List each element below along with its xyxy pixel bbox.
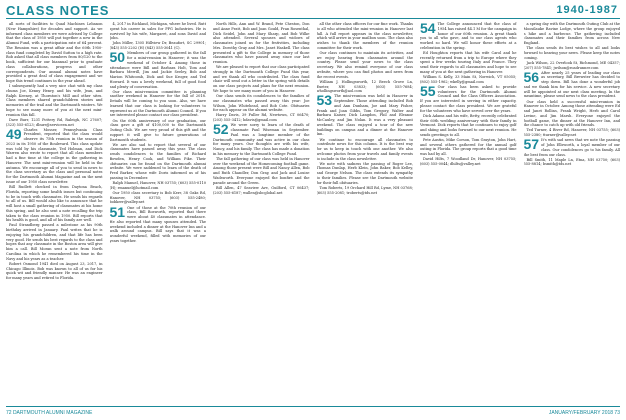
paragraph-text: David Hilts, 7 Woodland Dr, Hanover, NH 03755; (603) 555-0044; dhilts@valley.net <box>420 157 517 167</box>
class-note-paragraph <box>213 113 310 123</box>
paragraph-text: Our class sends its condolences to the families of our classmates who passed away this year: Joe Wilson, John Whitehead, and Bob Cote. Obituaries for each appear on the alumni website. <box>213 94 310 113</box>
class-note-paragraph <box>317 162 414 186</box>
text-column <box>213 22 310 406</box>
class-note-paragraph <box>524 22 621 46</box>
class-note-paragraph <box>213 123 310 156</box>
footer-right: JANUARY/FEBRUARY 2018 73 <box>548 410 620 416</box>
text-column <box>110 22 207 406</box>
paragraph-text: I subsequently had a very nice chat with my class chums Joe, Kenny Henry, and his wife, Jean, and Ralph Keeney, at Thornton's Mill and other sites. Class members shared grandchildren stories and memories of the trail and the Dartmouth winters. We hope to see many more of you at the next mini-reunion this fall. <box>6 84 103 117</box>
class-note-paragraph <box>110 191 207 205</box>
class-note-paragraph <box>213 157 310 186</box>
class-note-paragraph <box>317 80 414 94</box>
footer-left: 72 DARTMOUTH ALUMNI MAGAZINE <box>6 410 93 416</box>
paragraph-text: Dave Burr, 1231 Pottery Rd, Raleigh, NC 27607; (323) 555-6123; dburr@serviceen.net <box>6 117 103 127</box>
paragraph-text: Members of our group gathered in the fall for a mini-reunion in Hanover; it was the weekend of October 4. Among those in attendance were Bill and Barbara Holt, Tom and Barbara Merrill, Jim and Jackie Seeley, Bob and Marion Whitcomb, Dick and Sue Kroger, and Ted Howard. It was a lovely weekend, full of good food and plenty of conversation. <box>109 51 206 89</box>
paragraph-text: On the 60th anniversary of our graduation, our class gave a gift of $100,000 to the Dartmouth Outing Club. We are very proud of this gift and the support it will give to future generations of Dartmouth students. <box>109 118 206 142</box>
paragraph-text: Pete Austin, Mike Corson, Tom Grayton, John Hart, and several others gathered for the annual golf outing in Florida. The group reports that a good time was had by all. <box>420 137 517 157</box>
class-note-paragraph <box>6 125 103 185</box>
paragraph-text: all sorts of facilities to Quad Machines Lebanon (New Hampshire) for decades and support. As we informed class members we were advised by College that the class of 1950 will put together a new in the Alumni Fund, with a participation rate of 64 percent. The Reunion was a great affair and the 60th 1950-class fund completed by David Sutton to a high rate. Bob asked that all class members from 80/120 to the book, sufficient for our biannual prior to graduate class collaborations, progress and other correspondents. Our annual alumni notes have provided a great deal of class engagement and we hope this trend continues in the year ahead. <box>6 22 103 83</box>
class-note-paragraph <box>110 22 207 41</box>
paragraph-text: Paul Strandberg passed a milestone as his 90th birthday arrived in January. Paul writes that he is enjoying his grandchildren, and that life has been very good. He sends his best regards to the class and hopes that any classmate in the Boston area will give him a call. Bill Moran sent a note from North Carolina in which he remembered his time in the Navy and his years as a teacher. <box>6 223 103 261</box>
class-year-number: 56 <box>523 68 540 85</box>
class-note-paragraph <box>110 51 207 89</box>
paragraph-text: It's with sad news that we note the passing of John Ellsworth, a loyal member of our class. Our condolences go to his family. All the best from our class. <box>523 138 620 157</box>
class-year-number: 52 <box>213 121 229 138</box>
paragraph-text: Jack Wilson, 22 Overlook St, Richmond, ME 04357; (207) 555-7841; jwilson@roadrunner.com <box>523 60 620 70</box>
paragraph-text: Our class held a successful mini-reunion in Hanover in October. Among those attending were Ed and Janet Rollins, Frank Wright, Herb and Carol Levine, and Jim Marsh. Everyone enjoyed the football game, the dinner at the Hanover Inn, and the chance to catch up with old friends. <box>523 99 620 128</box>
page-header <box>0 0 626 20</box>
class-note-paragraph <box>523 68 621 100</box>
paragraph-text: Ed Houghton reports that his wife Carol and he recently returned from a trip to Europe where they spent a few weeks touring Italy and France. They send their regards to all classmates and hope to see many of you at the next gathering in Hanover. <box>420 50 517 74</box>
header-rule <box>6 18 620 19</box>
footer-rule <box>6 406 620 407</box>
paragraph-text: We note with sadness the passing of Roger Lee, Thomas Dunlap, Herb Klein, John Baker, Bob Kelley, and George Nelson. The class extends its sympathy to their families. Please see the Dartmouth website for their full obituaries. <box>316 161 413 185</box>
year-range: 1940-1987 <box>556 4 618 16</box>
class-note-paragraph <box>109 203 207 244</box>
class-note-paragraph <box>317 186 414 196</box>
paragraph-text: Bill Allen, 47 Seaview Ave, Guilford, CT 06437; (203) 555-6187; wallen@sbcglobal.net <box>213 185 310 195</box>
paragraph-text: 4, 2017 in Richland, Michigan, where he lived. Rutt spent his career in sales for PPG Industries. He is survived by his wife, Margaret, and sons David and John. <box>109 22 206 41</box>
class-year-number: 57 <box>523 136 540 153</box>
paragraph-text: After nearly 25 years of leading our class as secretary, Bill Brewster has decided to step down. Bill has done a wonderful job and we thank him for his service. A new secretary will be appointed at our next class meeting. In the meantime, please send news to the class president. <box>523 70 620 99</box>
class-year-number: 53 <box>316 92 333 109</box>
paragraph-text: We continue to encourage all classmates to contribute news for this column. It is the best way for us to keep in touch with one another. We also welcome photos from your travels and family events to include in the class newsletter. <box>316 137 413 161</box>
class-note-paragraph <box>524 46 621 60</box>
text-column <box>317 22 414 406</box>
class-year-number: 49 <box>6 125 22 142</box>
class-note-paragraph <box>110 41 207 51</box>
class-note-paragraph <box>213 22 310 65</box>
class-note-paragraph <box>420 22 517 51</box>
paragraph-text: The fall gathering of our class was held in Hanover over the weekend of the Homecoming football game. Among those present were Bill and Nancy Allen, Bob and Ruth Chandler, Don Gray, and Jack and Louise Wadsworth. Everyone enjoyed the bonfire and the parade around the Green. <box>213 156 310 185</box>
paragraph-text: We are pleased to report that our class participated strongly in the Dartmouth College Fund this year, and we thank all who contributed. The class fund chair will send out a letter in the spring with details on our class projects and plans for the next reunion. We hope to see many more of you in Hanover. <box>213 65 310 93</box>
paragraph-text: Tom Roberts, 19 Orchard Hill Rd, Lyme, NH 03768; (603) 555-2081; troberts@tds.net <box>316 185 413 195</box>
class-note-paragraph <box>524 138 621 157</box>
paragraph-text: Our class has been asked to provide volunteers for the Dartmouth Alumni Council and the Class Officers Association. If you are interested in serving in either capacity, please contact the class president. We are grateful for the volunteers who have served over the years. <box>420 84 517 113</box>
class-note-paragraph <box>524 128 621 138</box>
paragraph-text: a spring day with the Dartmouth Outing Club at the Moosilauke Ravine Lodge, where the group enjoyed a hike and a barbecue. The gathering included classmates and their families from across New England. <box>523 22 620 45</box>
class-note-paragraph <box>420 75 517 85</box>
section-title: CLASS NOTES <box>6 3 110 18</box>
class-year-number: 54 <box>420 22 436 36</box>
paragraph-text: Harry Davis, 39 Fuller Rd, Newtown, CT 06470; (203) 555-3412; hdavis@gmail.com <box>213 113 310 123</box>
paragraph-text: William S. Kelly, 33 Main St, Norwich, VT 05055; (802) 555-1962; wkelly@gmail.com <box>420 75 517 84</box>
class-note-paragraph <box>420 114 517 138</box>
class-note-paragraph <box>6 84 103 117</box>
class-note-paragraph <box>317 94 414 137</box>
paragraph-text: The class sends its best wishes to all and looks forward to hearing your news. Please keep the notes coming. <box>523 46 620 60</box>
paragraph-text: William J. Hollingsworth, 12 Beech Grove Ln, Exeter, NH 03833; (603) 555-7684; whollingsworth@aol.com <box>316 79 413 94</box>
class-note-paragraph <box>317 138 414 162</box>
class-note-paragraph <box>6 223 103 261</box>
paragraph-text: Our 1950 class secretary is Bob Kerr, 38 Oaks Rd, Hanover, NH 03755; (603) 555-2480; bobkerr@valley.net <box>109 190 206 205</box>
paragraph-text: Bill Smith, 11 Maple Ln, Etna, NH 03750; (603) 555-8814; bsmith@tds.net <box>523 157 620 167</box>
class-note-paragraph <box>524 61 621 71</box>
paragraph-text: We are also sad to report that several of our classmates have passed away this year. The class sends condolences to the families of Richard Bowden, Henry Cook, and William Pike. Their obituaries can be found on the Dartmouth alumni website. We were saddened to learn of the death of Fred Barker, whose wife Doris informed us of his passing in December. <box>109 142 206 180</box>
page-footer <box>6 406 620 418</box>
paragraph-text: One of those at the 70th reunion of our class, Bill Bosworth, reported that there were about 40 classmates in attendance. He also reported that many spouses attended. The weekend included a dinner at the Hanover Inn and a walk around campus. Bill says that it was a wonderful weekend, filled with memories of our years together. <box>109 205 206 243</box>
class-note-paragraph <box>6 262 103 281</box>
paragraph-text: The College announced that the class of 1954 has raised $4.1 M for the campaign in honor of our 60th reunion. A great thank you to all who gave, and to our class agents who worked so hard. We will honor these efforts at a celebration in the spring. <box>420 22 517 50</box>
class-note-paragraph <box>420 82 517 114</box>
class-note-paragraph <box>110 143 207 181</box>
paragraph-text: Charles Mosser, Pennsylvania Class President, reported that the class would observe its 75th reunion in the season of 2023 in its 1950 of the Boulevard. This class update was told by his classmate, Ted Holman, and Dick Warren also wrote to report that all class members had a fine time at the college in the gathering in Hanover. The next mini-reunion will be held in the autumn. We encourage all of you to send in news to the class secretary as the class and personal notes for the Dartmouth Alumni Magazine and on the next issue of our 1950 class newsletter. <box>6 127 103 184</box>
class-note-paragraph <box>213 186 310 196</box>
class-note-paragraph <box>420 157 517 167</box>
text-column <box>420 22 517 406</box>
class-note-paragraph <box>110 90 207 119</box>
class-note-paragraph <box>524 100 621 129</box>
class-note-paragraph <box>524 158 621 168</box>
text-column <box>6 22 103 406</box>
class-note-paragraph <box>420 138 517 157</box>
paragraph-text: The mini-reunion was held in Hanover in September. Those attending included Bob and Ann Dunham, Joe and Mary Fisher, Frank and Joan Gibbs, Tom Gregory, Walter and Barbara Kaiser, Dick Langdon, Phil and Eleanor McCauley, and Jim Nolan. It was a very pleasant weekend. The class enjoyed a tour of the new buildings on campus and a dinner at the Hanover Inn. <box>316 94 413 137</box>
paragraph-text: Ralph Manuel, Hanover, NH 03755; (603) 555-0110 (H); rmanuel@hotmail.com <box>109 181 206 190</box>
class-note-paragraph <box>213 94 310 113</box>
class-note-paragraph <box>110 181 207 191</box>
paragraph-text: Robert Osmond 1941 died on August 23, 2017, in Chicago Illinois. Bob was known to all of us for his quick wit and friendly manner. He was an engineer for many years and retired to Florida. <box>6 261 103 281</box>
class-note-paragraph <box>6 185 103 223</box>
paragraph-text: all the other class officers for our fine work. Thanks to all who attended the mini-reunion in Hanover last fall. A full report appears in the class newsletter, which will arrive in your mailbox soon. The class also wishes to thank the members of the reunion committee for their work. <box>316 22 413 50</box>
class-year-number: 51 <box>109 203 126 220</box>
class-note-paragraph <box>6 22 103 84</box>
paragraph-text: Our class mini-reunion committee is planning another weekend in Hanover for the fall of 2018. Details will be coming to you soon. Also, we have learned that our class is looking for volunteers to represent us at the Dartmouth Alumni Council. If you are interested please contact our class president. <box>109 89 206 118</box>
paragraph-text: We were sorry to learn of the death of classmate Paul Wiseman in September. Paul was a longtime member of the Dartmouth community and was active in our class for many years. Our thoughts are with his wife, Nancy, and his family. The class has made a donation in his memory to the Dartmouth College Fund. <box>213 123 310 156</box>
paragraph-text: John Miller, 1305 Hillview Dr, Beaufort, SC 29901; (843) 555-2202 (H) (843) 555-3041 (C). <box>109 41 206 51</box>
paragraph-text: Dick Adams and his wife, Betty, recently celebrated their 60th wedding anniversary with their family in Vermont. Dick reports that he continues to enjoy golf and skiing and looks forward to our next reunion. He sends greetings to all. <box>420 113 517 137</box>
text-column <box>524 22 621 406</box>
class-year-number: 55 <box>420 82 436 99</box>
class-notes-columns <box>6 22 620 406</box>
class-note-paragraph <box>317 22 414 51</box>
class-note-paragraph <box>420 51 517 75</box>
class-note-paragraph <box>213 65 310 94</box>
class-note-paragraph <box>317 51 414 80</box>
paragraph-text: Our class continues to maintain its activities, and we enjoy hearing from classmates around the country. Please send your news to the class secretary. We also remind everyone of our class website, where you can find photos and news from the recent events. <box>316 50 413 79</box>
class-note-paragraph <box>110 119 207 143</box>
paragraph-text: North Hills, Ann and W. Brand, Pete Cheston, Don and Anne Fratt, Bob and Joan Gould, Fran Rosenthal, Dick Seidel, John and Mary Sharp, and Bob Wilke also attended. Several spouses and widows of classmates joined us for the festivities, including Mrs. Dorothy Gray and Mrs. Janet Haskell. The class presented a gift to the College in memory of those classmates who have passed away since our last reunion. <box>213 22 310 64</box>
paragraph-text: Bill Rudlett checked in from Daytona Beach, Florida, reporting some health issues but continuing to be in touch with classmates. He sends his regards to all of us. Bill would also like to announce that he will host a small gathering of classmates at his home this spring, and he also sent a note recalling the trip taken to the class reunion in 1950. Bill reports that his health is good, and all of his family are well. <box>6 185 103 223</box>
paragraph-text: Ted Turner, 4 River Rd, Hanover, NH 03755; (603) 555-2380; tturner@valley.net <box>523 128 620 138</box>
class-year-number: 50 <box>109 49 126 66</box>
class-note-paragraph <box>6 118 103 128</box>
